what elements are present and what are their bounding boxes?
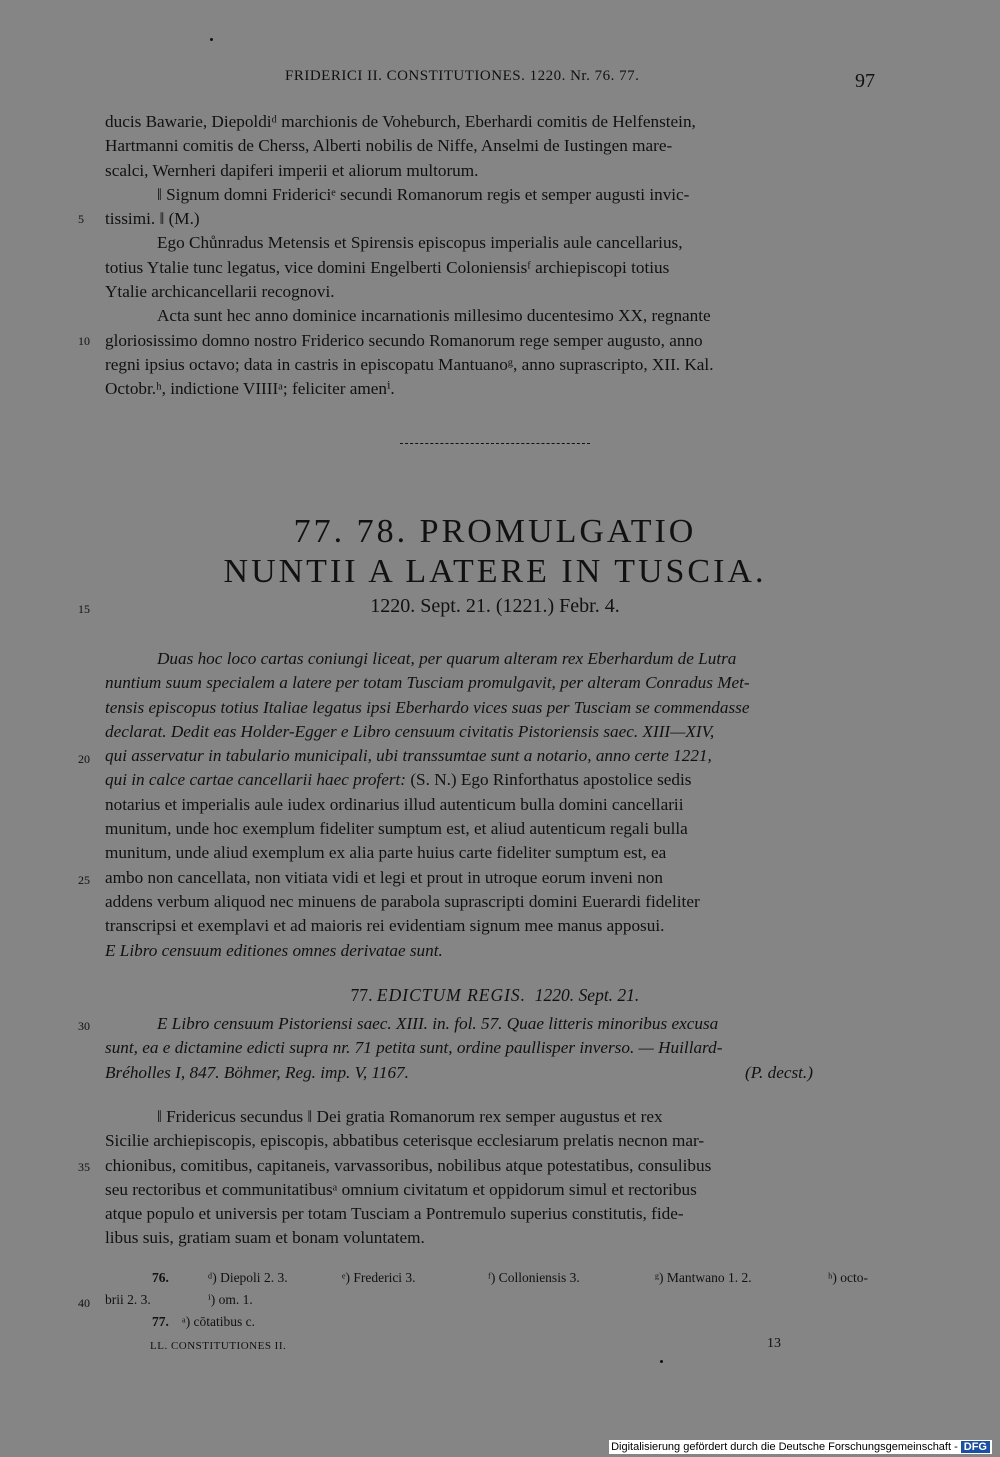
line-number: 25 <box>78 873 90 887</box>
signature-mark: 13 <box>767 1336 781 1351</box>
dfg-credit <box>609 1440 992 1454</box>
line-number: 10 <box>78 334 90 348</box>
intro-closing: E Libro censuum editiones omnes derivatae sunt. <box>105 940 443 960</box>
nr76-ending <box>105 110 881 402</box>
line-number: 35 <box>78 1160 90 1174</box>
footnote: brii 2. 3. <box>105 1292 151 1307</box>
source-sign: (P. decst.) <box>745 1062 813 1082</box>
text-line: scalci, Wernheri dapiferi imperii et aliorum multorum. <box>105 160 479 180</box>
intro-line: nuntium suum specialem a latere per totam Tusciam promulgavit, per alteram Conradus Met- <box>105 673 750 693</box>
footnote-label-77: 77. <box>152 1314 169 1329</box>
recognition-line: Ego Chůnradus Metensis et Spirensis episcopus imperialis aule cancellarius, <box>157 233 683 253</box>
editorial-intro <box>105 647 881 963</box>
speck <box>210 38 213 41</box>
acta-line: Acta sunt hec anno dominice incarnationis millesimo ducentesimo XX, regnante <box>157 306 711 326</box>
intro-line: ambo non cancellata, non vitiata vidi et legi et prout in utroque eorum inveni non <box>105 867 663 887</box>
footnote: ᶠ) Colloniensis 3. <box>488 1270 580 1285</box>
dfg-credit-text: Digitalisierung gefördert durch die Deutsche Forschungsgemeinschaft - <box>611 1441 958 1453</box>
text-line: Hartmanni comitis de Cherss, Alberti nobilis de Niffe, Anselmi de Iustingen mare- <box>105 136 673 156</box>
edict-body <box>105 1105 881 1251</box>
section-title-line2: NUNTII A LATERE IN TUSCIA. <box>223 553 767 590</box>
intro-line: munitum, unde aliud exemplum ex alia parte huius carte fideliter sumptum est, ea <box>105 843 667 863</box>
recognition-line: totius Ytalie tunc legatus, vice domini Engelberti Coloniensisᶠ archiepiscopi totius <box>105 257 670 277</box>
signum-line: tissimi. ‖ (M.) <box>105 209 200 229</box>
intro-line: tensis episcopus totius Italiae legatus ipsi Eberhardo vices suas per Tusciam se commendasse <box>105 697 750 717</box>
line-number: 20 <box>78 752 90 766</box>
acta-line: regni ipsius octavo; data in castris in episcopatu Mantuanoᵍ, anno suprascripto, XII. Kal. <box>105 354 714 374</box>
line-number: 5 <box>78 212 84 226</box>
intro-line: addens verbum aliquod nec minuens de parabola suprascripti domini Euerardi fideliter <box>105 891 700 911</box>
document-subheading <box>100 985 890 1006</box>
source-line: sunt, ea e dictamine edicti supra nr. 71 petita sunt, ordine paullisper inverso. — Huillard- <box>105 1038 723 1058</box>
subheading-number: 77. <box>350 985 373 1005</box>
footer-series-title: LL. CONSTITUTIONES II. <box>150 1340 287 1352</box>
page-number: 97 <box>855 70 875 92</box>
dfg-logo: DFG <box>961 1441 990 1453</box>
source-line: E Libro censuum Pistoriensi saec. XIII. in. fol. 57. Quae litteris minoribus excusa <box>157 1014 719 1033</box>
section-title: 77. 78. PROMULGATIO <box>293 513 697 550</box>
edict-line: chionibus, comitibus, capitaneis, varvassoribus, nobilibus atque potestatibus, consulibus <box>105 1155 712 1175</box>
footnote: ʰ) octo- <box>828 1270 868 1285</box>
source-note <box>105 1012 881 1085</box>
edict-line: seu rectoribus et communitatibusᵃ omnium civitatum et oppidorum simul et rectoribus <box>105 1179 697 1199</box>
source-line-text: Bréholles I, 847. Böhmer, Reg. imp. V, 1167. <box>105 1062 409 1082</box>
intro-line: declarat. Dedit eas Holder-Egger e Libro censuum civitatis Pistoriensis saec. XIII—XIV, <box>105 721 715 741</box>
acta-line: gloriosissimo domno nostro Friderico secundo Romanorum rege semper augusto, anno <box>105 330 703 350</box>
intro-italic-part: qui in calce cartae cancellarii haec profert: <box>105 770 407 790</box>
source-line <box>105 1061 881 1085</box>
section-dateline: 1220. Sept. 21. (1221.) Febr. 4. <box>370 595 620 617</box>
intro-line <box>105 768 881 792</box>
edict-line: ‖ Fridericus secundus ‖ Dei gratia Romanorum rex semper augustus et rex <box>157 1107 663 1126</box>
intro-line: Duas hoc loco cartas coniungi liceat, per quarum alteram rex Eberhardum de Lutra <box>157 649 737 668</box>
footnote: ᵈ) Diepoli 2. 3. <box>208 1270 288 1285</box>
edict-line: Sicilie archiepiscopis, episcopis, abbatibus ceterisque ecclesiarum prelatis necnon mar- <box>105 1131 705 1151</box>
footnote: ᵍ) Mantwano 1. 2. <box>655 1270 752 1285</box>
text-line: ducis Bawarie, Diepoldiᵈ marchionis de Voheburch, Eberhardi comitis de Helfenstein, <box>105 112 696 131</box>
footnote: ᵃ) cōtatibus c. <box>182 1314 256 1329</box>
acta-line: Octobr.ʰ, indictione VIIIIᵃ; feliciter amenⁱ. <box>105 379 395 399</box>
intro-line: qui asservatur in tabulario municipali, ubi transsumtae sunt a notario, anno certe 1221, <box>105 746 712 766</box>
edict-line: libus suis, gratiam suam et bonam voluntatem. <box>105 1228 425 1248</box>
line-number: 30 <box>78 1019 90 1033</box>
subheading-date: 1220. Sept. 21. <box>534 985 640 1005</box>
footnote-label-76: 76. <box>152 1270 169 1285</box>
intro-line: transcripsi et exemplavi et ad maioris rei evidentiam signum mee manus apposui. <box>105 916 665 936</box>
subheading-title: EDICTUM REGIS. <box>376 985 527 1005</box>
speck <box>660 1360 663 1363</box>
footnote: ᵉ) Frederici 3. <box>342 1270 416 1285</box>
line-number: 15 <box>78 602 90 616</box>
intro-line: munitum, unde hoc exemplum fideliter sumptum est, et aliud autenticum regali bulla <box>105 819 688 839</box>
running-head: FRIDERICI II. CONSTITUTIONES. 1220. Nr. 76. 77. <box>285 68 640 84</box>
recognition-line: Ytalie archicancellarii recognovi. <box>105 282 335 302</box>
section-divider <box>400 443 590 444</box>
footnote: ⁱ) om. 1. <box>208 1292 253 1307</box>
intro-line: notarius et imperialis aule iudex ordinarius illud autenticum bulla domini cancellarii <box>105 794 684 814</box>
intro-roman-part: (S. N.) Ego Rinforthatus apostolice sedis <box>406 770 692 790</box>
line-number: 40 <box>78 1296 90 1310</box>
signum-line: ‖ Signum domni Fridericiᵉ secundi Romanorum regis et semper augusti invic- <box>157 184 690 204</box>
edict-line: atque populo et universis per totam Tusciam a Pontremulo superius constitutis, fide- <box>105 1204 684 1224</box>
